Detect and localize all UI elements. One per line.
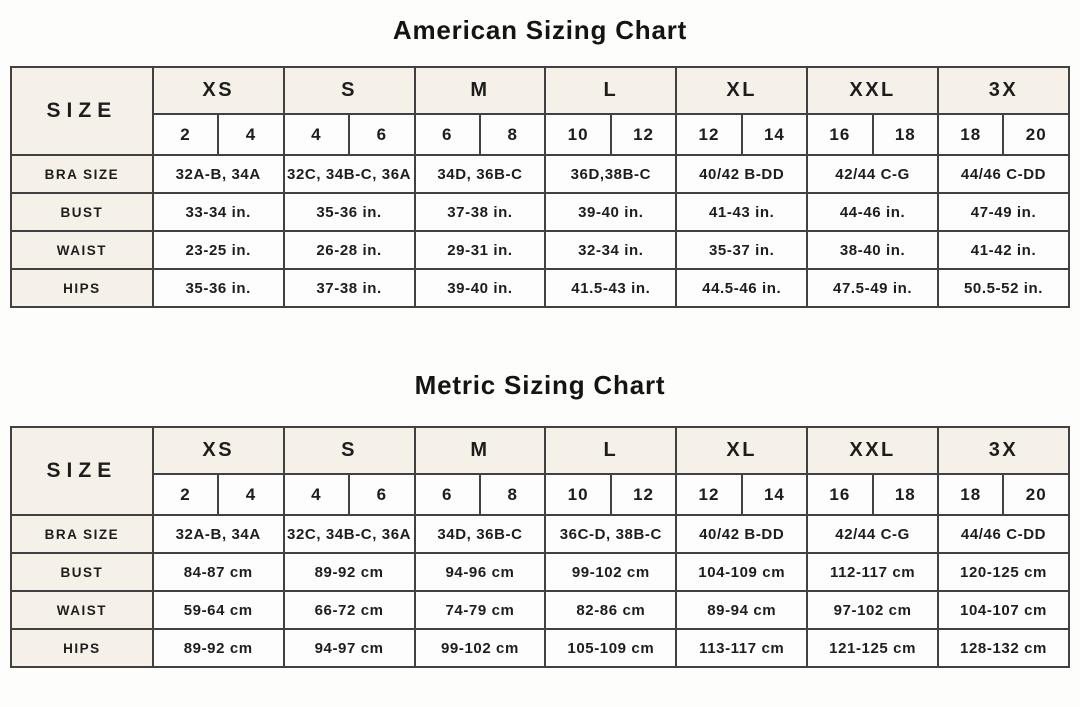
size-number-cell: 8: [480, 474, 545, 515]
row-label-hips: HIPS: [11, 629, 153, 667]
data-cell: 39-40 in.: [415, 269, 546, 307]
data-cell: 32C, 34B-C, 36A: [284, 515, 415, 553]
size-col-header-3x: 3X: [938, 67, 1069, 114]
table-row: [11, 427, 1069, 474]
size-number-cell: 10: [545, 114, 610, 155]
size-col-header-3x: 3X: [938, 427, 1069, 474]
data-cell: 32-34 in.: [545, 231, 676, 269]
data-cell: 120-125 cm: [938, 553, 1069, 591]
table-row-bra-size: [11, 515, 1069, 553]
data-cell: 66-72 cm: [284, 591, 415, 629]
metric-chart-section: [0, 370, 1080, 668]
data-cell: 35-36 in.: [284, 193, 415, 231]
data-cell: 89-92 cm: [153, 629, 284, 667]
data-cell: 113-117 cm: [676, 629, 807, 667]
table-row-bust: [11, 193, 1069, 231]
size-header-cell: SIZE: [11, 67, 153, 155]
data-cell: 44/46 C-DD: [938, 155, 1069, 193]
table-row-bra-size: [11, 155, 1069, 193]
size-number-cell: 4: [218, 474, 283, 515]
data-cell: 34D, 36B-C: [415, 155, 546, 193]
size-number-cell: 18: [938, 114, 1003, 155]
data-cell: 97-102 cm: [807, 591, 938, 629]
data-cell: 35-36 in.: [153, 269, 284, 307]
data-cell: 59-64 cm: [153, 591, 284, 629]
data-cell: 99-102 cm: [545, 553, 676, 591]
size-number-cell: 12: [611, 474, 676, 515]
size-col-header-s: S: [284, 427, 415, 474]
size-col-header-xxl: XXL: [807, 427, 938, 474]
table-row-waist: [11, 591, 1069, 629]
data-cell: 105-109 cm: [545, 629, 676, 667]
row-label-waist: WAIST: [11, 591, 153, 629]
size-number-cell: 12: [676, 114, 741, 155]
data-cell: 36D,38B-C: [545, 155, 676, 193]
table-row-bust: [11, 553, 1069, 591]
data-cell: 41.5-43 in.: [545, 269, 676, 307]
data-cell: 26-28 in.: [284, 231, 415, 269]
american-chart-section: [0, 15, 1080, 308]
size-col-header-xs: XS: [153, 427, 284, 474]
data-cell: 38-40 in.: [807, 231, 938, 269]
size-number-cell: 4: [284, 474, 349, 515]
size-number-cell: 20: [1003, 114, 1069, 155]
data-cell: 82-86 cm: [545, 591, 676, 629]
data-cell: 44-46 in.: [807, 193, 938, 231]
size-number-cell: 18: [873, 474, 938, 515]
data-cell: 47.5-49 in.: [807, 269, 938, 307]
data-cell: 44.5-46 in.: [676, 269, 807, 307]
data-cell: 37-38 in.: [415, 193, 546, 231]
row-label-bust: BUST: [11, 553, 153, 591]
size-col-header-m: M: [415, 427, 546, 474]
data-cell: 41-43 in.: [676, 193, 807, 231]
data-cell: 42/44 C-G: [807, 515, 938, 553]
data-cell: 104-109 cm: [676, 553, 807, 591]
size-col-header-s: S: [284, 67, 415, 114]
data-cell: 89-92 cm: [284, 553, 415, 591]
size-col-header-xs: XS: [153, 67, 284, 114]
table-row: [11, 474, 1069, 515]
size-col-header-l: L: [545, 427, 676, 474]
size-col-header-m: M: [415, 67, 546, 114]
row-label-bra-size: BRA SIZE: [11, 515, 153, 553]
table-row: [11, 114, 1069, 155]
data-cell: 94-96 cm: [415, 553, 546, 591]
size-number-cell: 16: [807, 114, 872, 155]
size-number-cell: 4: [218, 114, 283, 155]
table-row-hips: [11, 629, 1069, 667]
data-cell: 41-42 in.: [938, 231, 1069, 269]
size-number-cell: 10: [545, 474, 610, 515]
size-number-cell: 4: [284, 114, 349, 155]
american-chart-title: American Sizing Chart: [392, 15, 688, 45]
data-cell: 121-125 cm: [807, 629, 938, 667]
size-number-cell: 6: [349, 474, 414, 515]
size-number-cell: 18: [938, 474, 1003, 515]
data-cell: 29-31 in.: [415, 231, 546, 269]
data-cell: 39-40 in.: [545, 193, 676, 231]
size-number-cell: 8: [480, 114, 545, 155]
row-label-waist: WAIST: [11, 231, 153, 269]
data-cell: 104-107 cm: [938, 591, 1069, 629]
data-cell: 47-49 in.: [938, 193, 1069, 231]
data-cell: 37-38 in.: [284, 269, 415, 307]
size-header-cell: SIZE: [11, 427, 153, 515]
size-number-cell: 2: [153, 474, 218, 515]
data-cell: 94-97 cm: [284, 629, 415, 667]
data-cell: 32A-B, 34A: [153, 155, 284, 193]
size-number-cell: 14: [742, 114, 807, 155]
metric-chart-title: Metric Sizing Chart: [414, 370, 666, 400]
size-col-header-xl: XL: [676, 427, 807, 474]
size-number-cell: 20: [1003, 474, 1069, 515]
data-cell: 40/42 B-DD: [676, 155, 807, 193]
size-number-cell: 16: [807, 474, 872, 515]
data-cell: 84-87 cm: [153, 553, 284, 591]
data-cell: 35-37 in.: [676, 231, 807, 269]
american-sizing-table: [10, 66, 1070, 308]
table-row: [11, 67, 1069, 114]
row-label-bra-size: BRA SIZE: [11, 155, 153, 193]
size-number-cell: 6: [415, 474, 480, 515]
size-number-cell: 18: [873, 114, 938, 155]
size-number-cell: 12: [611, 114, 676, 155]
data-cell: 42/44 C-G: [807, 155, 938, 193]
size-col-header-xl: XL: [676, 67, 807, 114]
data-cell: 32A-B, 34A: [153, 515, 284, 553]
row-label-hips: HIPS: [11, 269, 153, 307]
table-row-waist: [11, 231, 1069, 269]
size-number-cell: 12: [676, 474, 741, 515]
size-number-cell: 6: [415, 114, 480, 155]
data-cell: 74-79 cm: [415, 591, 546, 629]
data-cell: 128-132 cm: [938, 629, 1069, 667]
data-cell: 23-25 in.: [153, 231, 284, 269]
data-cell: 89-94 cm: [676, 591, 807, 629]
size-number-cell: 14: [742, 474, 807, 515]
metric-sizing-table: [10, 426, 1070, 668]
data-cell: 50.5-52 in.: [938, 269, 1069, 307]
data-cell: 44/46 C-DD: [938, 515, 1069, 553]
data-cell: 99-102 cm: [415, 629, 546, 667]
data-cell: 112-117 cm: [807, 553, 938, 591]
data-cell: 34D, 36B-C: [415, 515, 546, 553]
size-col-header-xxl: XXL: [807, 67, 938, 114]
size-number-cell: 2: [153, 114, 218, 155]
size-col-header-l: L: [545, 67, 676, 114]
table-row-hips: [11, 269, 1069, 307]
data-cell: 32C, 34B-C, 36A: [284, 155, 415, 193]
data-cell: 33-34 in.: [153, 193, 284, 231]
row-label-bust: BUST: [11, 193, 153, 231]
data-cell: 40/42 B-DD: [676, 515, 807, 553]
data-cell: 36C-D, 38B-C: [545, 515, 676, 553]
size-number-cell: 6: [349, 114, 414, 155]
